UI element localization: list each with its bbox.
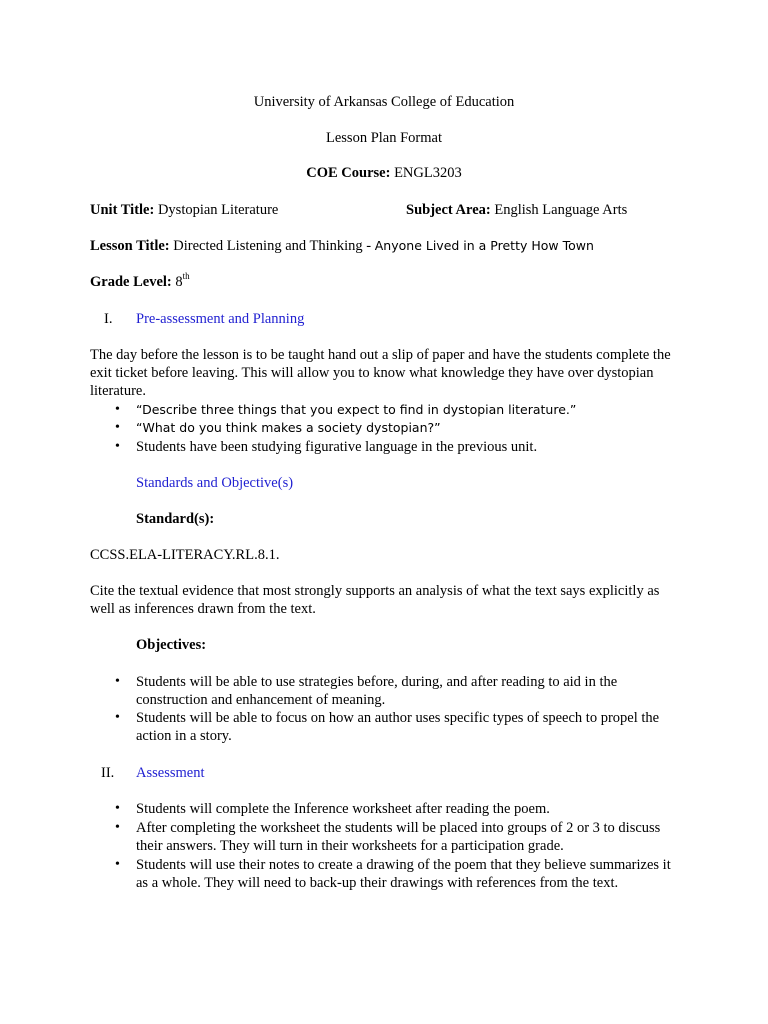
- bullet-glyph: •: [115, 420, 120, 435]
- standard-text: Cite the textual evidence that most strongly supports an analysis of what the text says explicitly as well as inferences drawn from the text.: [90, 583, 660, 617]
- subject-area-value: English Language Arts: [494, 202, 628, 218]
- pre-assessment-paragraph: The day before the lesson is to be taught hand out a slip of paper and have the students complete the exit ticket before leaving. This will allow you to know what knowledge they have over dystopian literature.: [90, 347, 671, 399]
- pre-assessment-bullet-3: Students have been studying figurative language in the previous unit.: [136, 439, 538, 455]
- coe-course-line: [0, 164, 768, 182]
- coe-course-value: ENGL3203: [394, 165, 462, 181]
- pre-assessment-bullet-2: “What do you think makes a society dystopian?”: [136, 420, 441, 435]
- assessment-bullet-2: After completing the worksheet the students will be placed into groups of 2 or 3 to discuss their answers. They will turn in their worksheets for a participation grade.: [136, 820, 661, 854]
- bullet-glyph: •: [115, 857, 120, 872]
- bullet-glyph: •: [115, 820, 120, 835]
- objective-item-1: Students will be able to use strategies before, during, and after reading to aid in the construction and enhancement of meaning.: [136, 674, 618, 708]
- lesson-title-value-a: Directed Listening and Thinking -: [173, 238, 375, 254]
- grade-level-value: 8: [175, 274, 183, 290]
- standards-objectives-heading: Standards and Objective(s): [136, 475, 294, 491]
- unit-title-line: [90, 201, 278, 219]
- lesson-title-label: Lesson Title:: [90, 238, 170, 254]
- grade-level-suffix: th: [182, 271, 190, 281]
- coe-course-label: COE Course:: [306, 165, 391, 181]
- pre-assessment-bullet-1: “Describe three things that you expect to find in dystopian literature.”: [136, 402, 577, 417]
- assessment-bullet-3: Students will use their notes to create a drawing of the poem that they believe summarizes it as a whole. They will need to back-up their drawings with references from the text.: [136, 857, 671, 891]
- bullet-glyph: •: [115, 439, 120, 454]
- lesson-plan-format-heading: Lesson Plan Format: [326, 130, 442, 146]
- unit-title-label: Unit Title:: [90, 202, 155, 218]
- assessment-bullet-1: Students will complete the Inference worksheet after reading the poem.: [136, 801, 550, 817]
- unit-title-value: Dystopian Literature: [157, 202, 279, 218]
- objective-item-2: Students will be able to focus on how an author uses specific types of speech to propel the action in a story.: [136, 710, 660, 744]
- standard-code: CCSS.ELA-LITERACY.RL.8.1.: [90, 547, 280, 563]
- section-1-numeral: I.: [104, 311, 113, 327]
- standards-label: Standard(s):: [136, 511, 215, 527]
- lesson-title-line: [90, 237, 594, 255]
- lesson-title-value-b: Anyone Lived in a Pretty How Town: [374, 238, 594, 253]
- subject-area-line: [406, 201, 627, 219]
- section-1-title: Pre-assessment and Planning: [136, 311, 305, 327]
- bullet-glyph: •: [115, 402, 120, 417]
- objectives-label: Objectives:: [136, 637, 207, 653]
- university-heading: University of Arkansas College of Education: [253, 94, 515, 110]
- bullet-glyph: •: [115, 801, 120, 816]
- grade-level-label: Grade Level:: [90, 274, 172, 290]
- bullet-glyph: •: [115, 674, 120, 689]
- grade-level-line: [90, 273, 190, 291]
- subject-area-label: Subject Area:: [406, 202, 491, 218]
- section-2-title: Assessment: [136, 765, 205, 781]
- section-2-numeral: II.: [101, 765, 115, 781]
- bullet-glyph: •: [115, 710, 120, 725]
